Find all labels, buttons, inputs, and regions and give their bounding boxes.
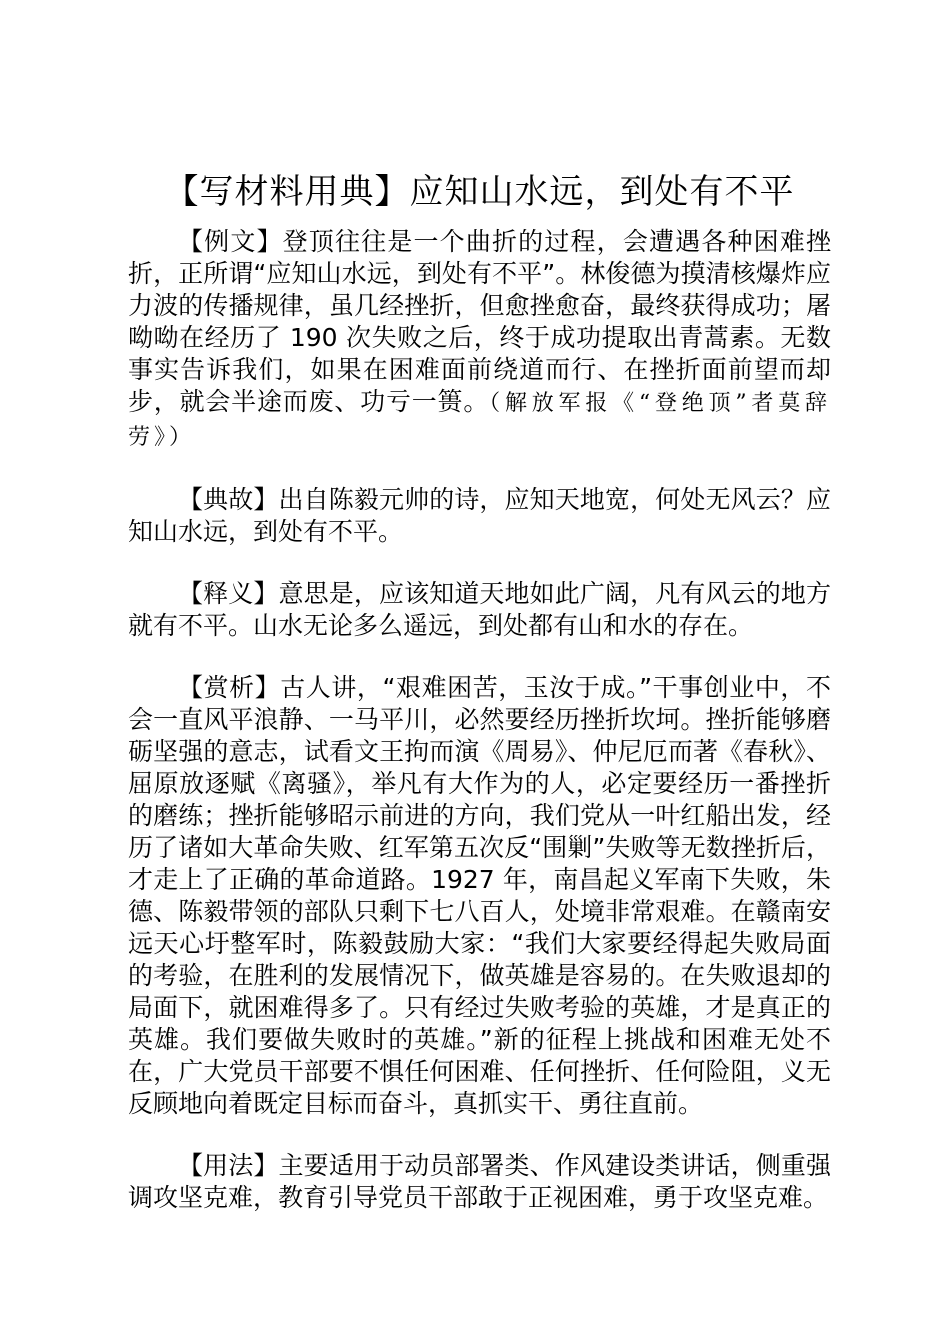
document-title: 【写材料用典】应知山水远，到处有不平 — [164, 172, 795, 212]
meaning-paragraph — [128, 578, 831, 642]
section-tag: 【赏析】 — [178, 673, 281, 702]
paragraph-text: 登顶往往是一个曲折的过程，会遭遇各种困难挫折，正所谓“应知山水远，到处有不平”。林俊德为摸清核爆炸应力波的传播规律，虽几经挫折，但愈挫愈奋，最终获得成功；屠呦呦在经历了 190 次失败之后，终于成功提取出青蒿素。无数事实告诉我们，如果在困难面前绕道而行、在挫折面前望而却步，就会半途而废、功亏一篑。 — [128, 227, 831, 416]
section-tag: 【例文】 — [178, 227, 283, 256]
section-tag: 【用法】 — [178, 1151, 279, 1180]
source-citation: （解放军报《“登绝顶”者莫辞劳》） — [128, 391, 831, 450]
paragraph-text: 出自陈毅元帅的诗，应知天地宽，何处无风云？应知山水远，到处有不平。 — [128, 485, 831, 546]
appreciation-paragraph — [128, 672, 831, 1120]
document-page — [128, 168, 831, 1244]
allusion-paragraph — [128, 484, 831, 548]
usage-paragraph — [128, 1150, 831, 1214]
paragraph-text: 古人讲，“艰难困苦，玉汝于成。”干事创业中，不会一直风平浪静、一马平川，必然要经历挫折坎坷。挫折能够磨砺坚强的意志，试看文王拘而演《周易》、仲尼厄而著《春秋》、屈原放逐赋《离骚》，举凡有大作为的人，必定要经历一番挫折的磨练；挫折能够昭示前进的方向，我们党从一叶红船出发，经历了诸如大革命失败、红军第五次反“围剿”失败等无数挫折后，才走上了正确的革命道路。1927 年，南昌起义军南下失败，朱德、陈毅带领的部队只剩下七八百人，处境非常艰难。在赣南安远天心圩整军时，陈毅鼓励大家：“我们大家要经得起失败局面的考验，在胜利的发展情况下，做英雄是容易的。在失败退却的局面下，就困难得多了。只有经过失败考验的英雄，才是真正的英雄。我们要做失败时的英雄。”新的征程上挑战和困难无处不在，广大党员干部要不惧任何困难、任何挫折、任何险阻，义无反顾地向着既定目标而奋斗，真抓实干、勇往直前。 — [128, 673, 831, 1118]
paragraph-text: 意思是，应该知道天地如此广阔，凡有风云的地方就有不平。山水无论多么遥远，到处都有山和水的存在。 — [128, 579, 831, 640]
section-tag: 【典故】 — [178, 485, 279, 514]
paragraph-text: 主要适用于动员部署类、作风建设类讲话，侧重强调攻坚克难，教育引导党员干部敢于正视困难，勇于攻坚克难。 — [128, 1151, 831, 1212]
section-tag: 【释义】 — [178, 579, 279, 608]
example-paragraph — [128, 226, 831, 454]
